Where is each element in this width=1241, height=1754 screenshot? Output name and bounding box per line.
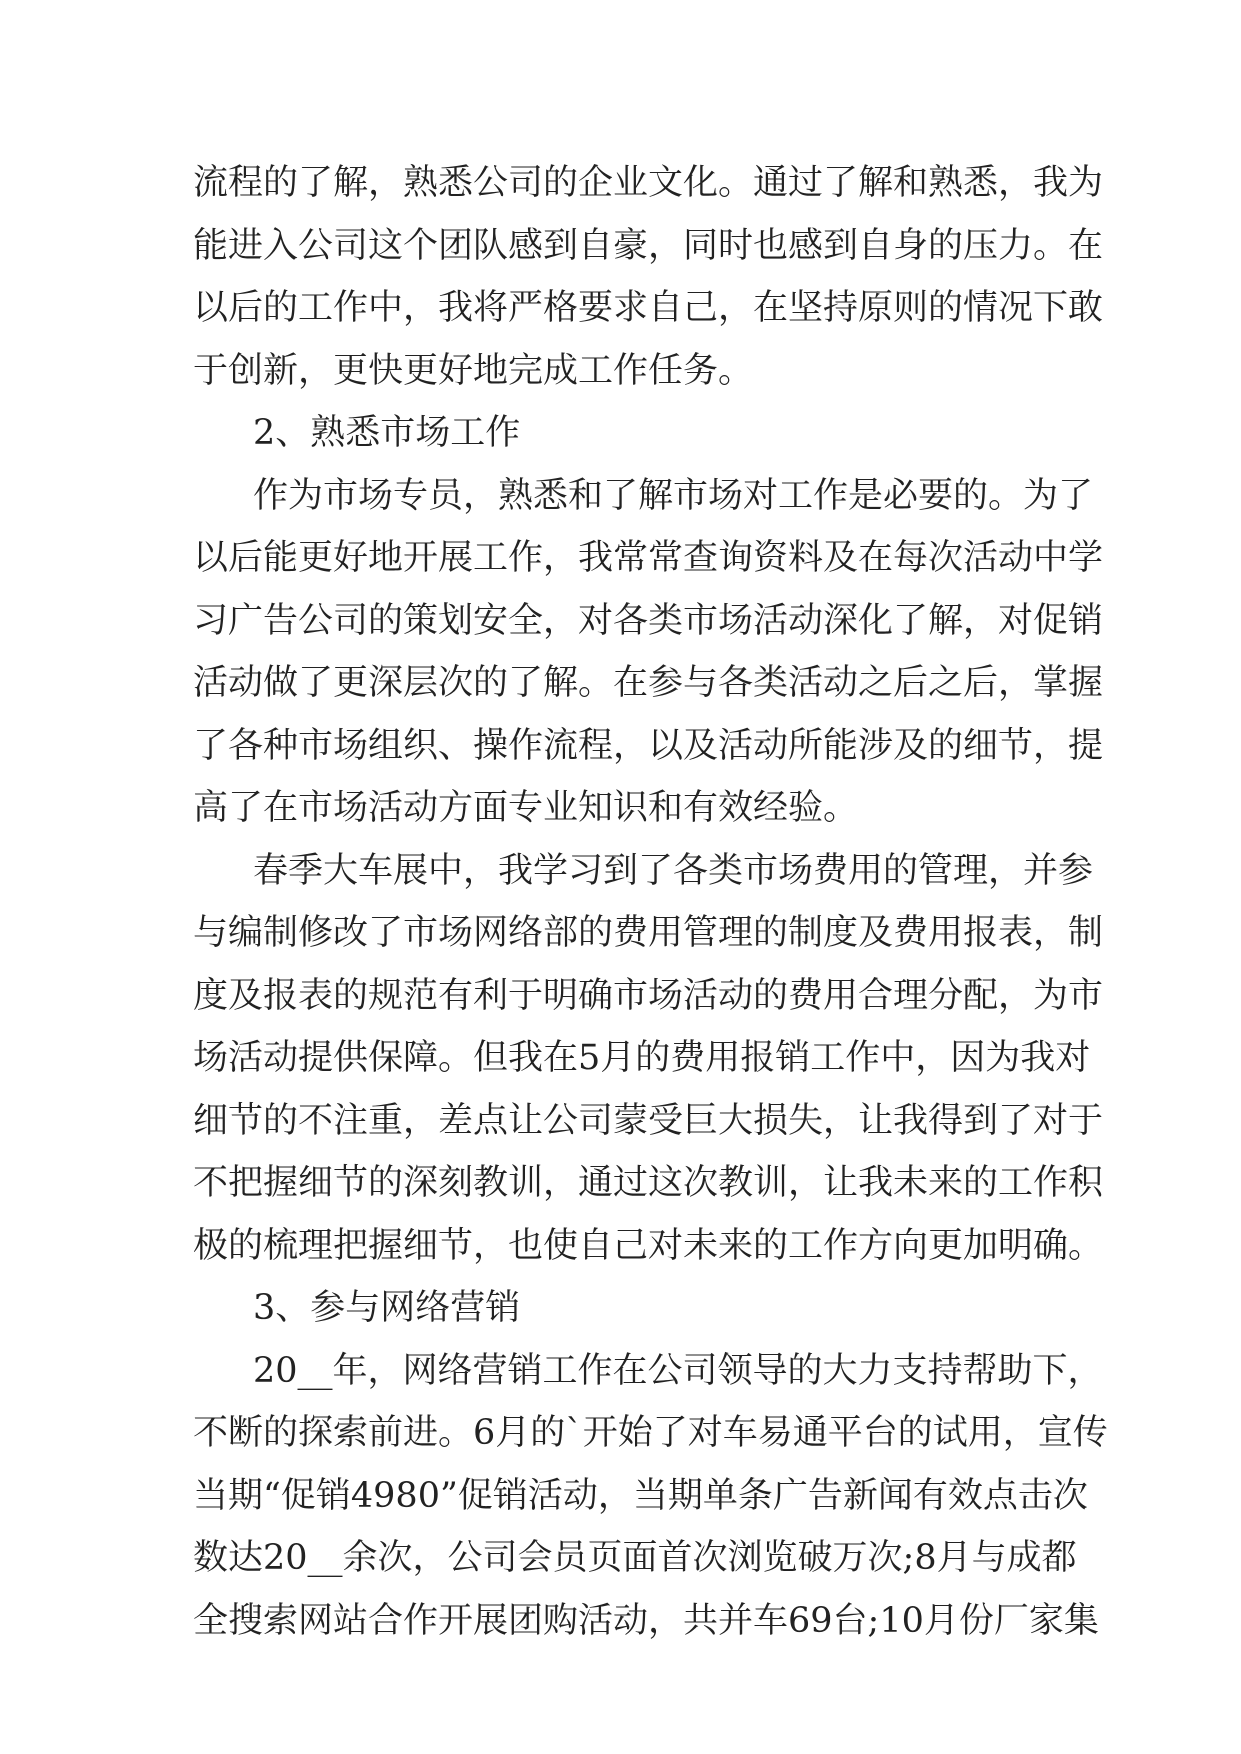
document-body — [193, 152, 1108, 1652]
text-line: 2、熟悉市场工作 — [253, 413, 521, 453]
text-line: 以后的工作中，我将严格要求自己，在坚持原则的情况下敢 — [193, 288, 1104, 328]
text-line: 高了在市场活动方面专业知识和有效经验。 — [193, 788, 859, 828]
text-line: 能进入公司这个团队感到自豪，同时也感到自身的压力。在 — [193, 225, 1104, 266]
text-line: 以后能更好地开展工作，我常常查询资料及在每次活动中学 — [193, 538, 1104, 578]
text-line: 数达20__余次，公司会员页面首次浏览破万次;8月与成都 — [193, 1538, 1077, 1578]
text-line: 3、参与网络营销 — [253, 1288, 521, 1328]
text-line: 不断的探索前进。6月的`开始了对车易通平台的试用，宣传 — [193, 1413, 1108, 1453]
text-line: 度及报表的规范有利于明确市场活动的费用合理分配，为市 — [193, 975, 1104, 1016]
text-line: 全搜索网站合作开展团购活动，共并车69台;10月份厂家集 — [193, 1600, 1099, 1641]
text-line: 与编制修改了市场网络部的费用管理的制度及费用报表，制 — [193, 913, 1104, 953]
text-line: 于创新，更快更好地完成工作任务。 — [193, 350, 754, 391]
text-line: 不把握细节的深刻教训，通过这次教训，让我未来的工作积 — [193, 1163, 1104, 1203]
text-line: 极的梳理把握细节，也使自己对未来的工作方向更加明确。 — [193, 1225, 1104, 1266]
text-line: 20__年，网络营销工作在公司领导的大力支持帮助下， — [253, 1350, 1103, 1391]
text-line: 当期“促销4980”促销活动，当期单条广告新闻有效点击次 — [193, 1475, 1088, 1516]
text-line: 习广告公司的策划安全，对各类市场活动深化了解，对促销 — [193, 600, 1104, 641]
text-line: 活动做了更深层次的了解。在参与各类活动之后之后，掌握 — [193, 663, 1104, 703]
text-line: 春季大车展中，我学习到了各类市场费用的管理，并参 — [253, 850, 1094, 891]
text-line: 作为市场专员，熟悉和了解市场对工作是必要的。为了 — [253, 475, 1094, 516]
text-line: 细节的不注重，差点让公司蒙受巨大损失，让我得到了对于 — [193, 1100, 1104, 1141]
text-line: 了各种市场组织、操作流程，以及活动所能涉及的细节，提 — [193, 725, 1104, 766]
text-line: 场活动提供保障。但我在5月的费用报销工作中，因为我对 — [193, 1038, 1091, 1078]
text-line: 流程的了解，熟悉公司的企业文化。通过了解和熟悉，我为 — [193, 163, 1104, 203]
